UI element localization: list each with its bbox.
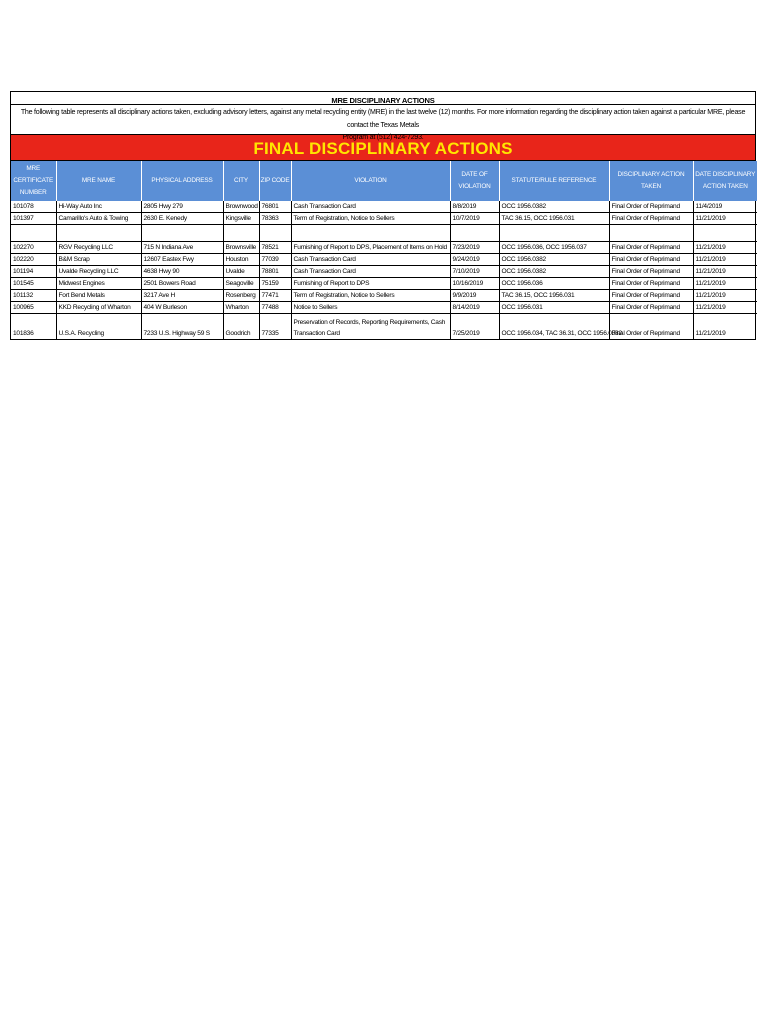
cell-statute: TAC 36.15, OCC 1956.031 — [499, 213, 609, 225]
sheet-title: MRE DISCIPLINARY ACTIONS — [11, 92, 755, 105]
cell-action: Final Order of Reprimand — [609, 290, 693, 302]
cell-statute: OCC 1956.034, TAC 36.31, OCC 1956.0382 — [499, 314, 609, 340]
cell-city: Uvalde — [223, 266, 259, 278]
cell-city: Kingsville — [223, 213, 259, 225]
cell-zip: 78801 — [259, 266, 291, 278]
cell-cert: 102220 — [11, 254, 56, 266]
cell-violation: Cash Transaction Card — [291, 254, 450, 266]
col-header-statute: STATUTE/RULE REFERENCE — [499, 161, 609, 201]
cell-statute: OCC 1956.0382 — [499, 254, 609, 266]
cell-statute: TAC 36.15, OCC 1956.031 — [499, 290, 609, 302]
cell-zip: 75159 — [259, 278, 291, 290]
cell-action: Final Order of Reprimand — [609, 266, 693, 278]
cell-action: Final Order of Reprimand — [609, 314, 693, 340]
cell-action: Final Order of Reprimand — [609, 254, 693, 266]
table-row — [11, 278, 757, 290]
cell-name: Fort Bend Metals — [56, 290, 141, 302]
cell-zip: 78363 — [259, 213, 291, 225]
cell-city: Houston — [223, 254, 259, 266]
table-row — [11, 213, 757, 225]
col-header-action-date: DATE DISCIPLINARY ACTION TAKEN — [693, 161, 757, 201]
cell-action-date: 11/4/2019 — [693, 201, 757, 213]
cell-violation-date: 7/23/2019 — [450, 242, 499, 254]
cell-address: 2630 E. Kenedy — [141, 213, 223, 225]
cell-action-date: 11/21/2019 — [693, 266, 757, 278]
disciplinary-sheet — [10, 91, 756, 340]
cell-violation: Notice to Sellers — [291, 302, 450, 314]
table-row — [11, 314, 757, 340]
spacer-row — [11, 225, 757, 242]
col-header-cert: MRE CERTIFICATE NUMBER — [11, 161, 56, 201]
table-row — [11, 242, 757, 254]
cell-cert: 101545 — [11, 278, 56, 290]
cell-zip: 78521 — [259, 242, 291, 254]
col-header-zip: ZIP CODE — [259, 161, 291, 201]
cell-address: 12607 Eastex Fwy — [141, 254, 223, 266]
cell-violation-date: 10/16/2019 — [450, 278, 499, 290]
cell-city: Brownsville — [223, 242, 259, 254]
actions-table — [11, 161, 757, 339]
table-row — [11, 290, 757, 302]
cell-violation-date: 8/14/2019 — [450, 302, 499, 314]
cell-action: Final Order of Reprimand — [609, 278, 693, 290]
table-header-row — [11, 161, 757, 201]
cell-action-date: 11/21/2019 — [693, 278, 757, 290]
cell-violation: Term of Registration, Notice to Sellers — [291, 290, 450, 302]
cell-zip: 77471 — [259, 290, 291, 302]
cell-name: Hi-Way Auto Inc — [56, 201, 141, 213]
cell-city: Brownwood — [223, 201, 259, 213]
cell-name: Camarillo's Auto & Towing — [56, 213, 141, 225]
cell-violation: Cash Transaction Card — [291, 201, 450, 213]
cell-name: KKD Recycling of Wharton — [56, 302, 141, 314]
cell-name: RGV Recycling LLC — [56, 242, 141, 254]
cell-action-date: 11/21/2019 — [693, 242, 757, 254]
cell-name: Uvalde Recycling LLC — [56, 266, 141, 278]
table-row — [11, 201, 757, 213]
cell-zip: 77488 — [259, 302, 291, 314]
cell-name: Midwest Engines — [56, 278, 141, 290]
cell-cert: 101194 — [11, 266, 56, 278]
cell-violation: Term of Registration, Notice to Sellers — [291, 213, 450, 225]
cell-violation-date: 9/24/2019 — [450, 254, 499, 266]
cell-city: Goodrich — [223, 314, 259, 340]
cell-address: 404 W Burleson — [141, 302, 223, 314]
cell-violation-date: 7/25/2019 — [450, 314, 499, 340]
cell-statute: OCC 1956.0382 — [499, 201, 609, 213]
final-actions-banner: FINAL DISCIPLINARY ACTIONS — [11, 134, 755, 161]
col-header-city: CITY — [223, 161, 259, 201]
intro-text — [11, 105, 755, 134]
cell-city: Wharton — [223, 302, 259, 314]
cell-cert: 100965 — [11, 302, 56, 314]
cell-cert: 102270 — [11, 242, 56, 254]
cell-action-date: 11/21/2019 — [693, 213, 757, 225]
cell-zip: 77335 — [259, 314, 291, 340]
cell-violation-date: 9/9/2019 — [450, 290, 499, 302]
cell-city: Rosenberg — [223, 290, 259, 302]
cell-statute: OCC 1956.031 — [499, 302, 609, 314]
intro-line-1: The following table represents all disciplinary actions taken, excluding advisory letters, against any metal recycling entity (MRE) in the last twelve (12) months. For more information regarding the disciplinary action taken against a particular MRE, please contact the Texas Metals — [20, 108, 746, 129]
cell-address: 715 N Indiana Ave — [141, 242, 223, 254]
cell-cert: 101132 — [11, 290, 56, 302]
cell-city: Seagoville — [223, 278, 259, 290]
cell-action-date: 11/21/2019 — [693, 314, 757, 340]
col-header-action: DISCIPLINARY ACTION TAKEN — [609, 161, 693, 201]
cell-violation-date: 10/7/2019 — [450, 213, 499, 225]
cell-statute: OCC 1956.036 — [499, 278, 609, 290]
cell-name: U.S.A. Recycling — [56, 314, 141, 340]
table-row — [11, 254, 757, 266]
cell-action-date: 11/21/2019 — [693, 290, 757, 302]
cell-address: 2805 Hwy 279 — [141, 201, 223, 213]
cell-violation-date: 7/10/2019 — [450, 266, 499, 278]
col-header-name: MRE NAME — [56, 161, 141, 201]
cell-violation: Furnishing of Report to DPS, Placement of Items on Hold — [291, 242, 450, 254]
cell-address: 7233 U.S. Highway 59 S — [141, 314, 223, 340]
cell-statute: OCC 1956.036, OCC 1956.037 — [499, 242, 609, 254]
cell-zip: 76801 — [259, 201, 291, 213]
cell-action: Final Order of Reprimand — [609, 213, 693, 225]
table-row — [11, 266, 757, 278]
cell-violation-date: 8/8/2019 — [450, 201, 499, 213]
cell-address: 3217 Ave H — [141, 290, 223, 302]
cell-cert: 101836 — [13, 330, 34, 337]
cell-violation: Cash Transaction Card — [291, 266, 450, 278]
col-header-violation-date: DATE OF VIOLATION — [450, 161, 499, 201]
cell-action-date: 11/21/2019 — [693, 302, 757, 314]
cell-violation: Furnishing of Report to DPS — [291, 278, 450, 290]
cell-violation: Preservation of Records, Reporting Requirements, Cash Transaction Card — [291, 314, 450, 340]
col-header-violation: VIOLATION — [291, 161, 450, 201]
cell-zip: 77039 — [259, 254, 291, 266]
cell-statute: OCC 1956.0382 — [499, 266, 609, 278]
cell-action: Final Order of Reprimand — [609, 242, 693, 254]
cell-action-date: 11/21/2019 — [693, 254, 757, 266]
cell-address: 4638 Hwy 90 — [141, 266, 223, 278]
cell-cert: 101078 — [11, 201, 56, 213]
cell-name: B&M Scrap — [56, 254, 141, 266]
col-header-address: PHYSICAL ADDRESS — [141, 161, 223, 201]
cell-action: Final Order of Reprimand — [609, 302, 693, 314]
cell-action: Final Order of Reprimand — [609, 201, 693, 213]
cell-address: 2501 Bowers Road — [141, 278, 223, 290]
table-row — [11, 302, 757, 314]
cell-cert: 101397 — [11, 213, 56, 225]
